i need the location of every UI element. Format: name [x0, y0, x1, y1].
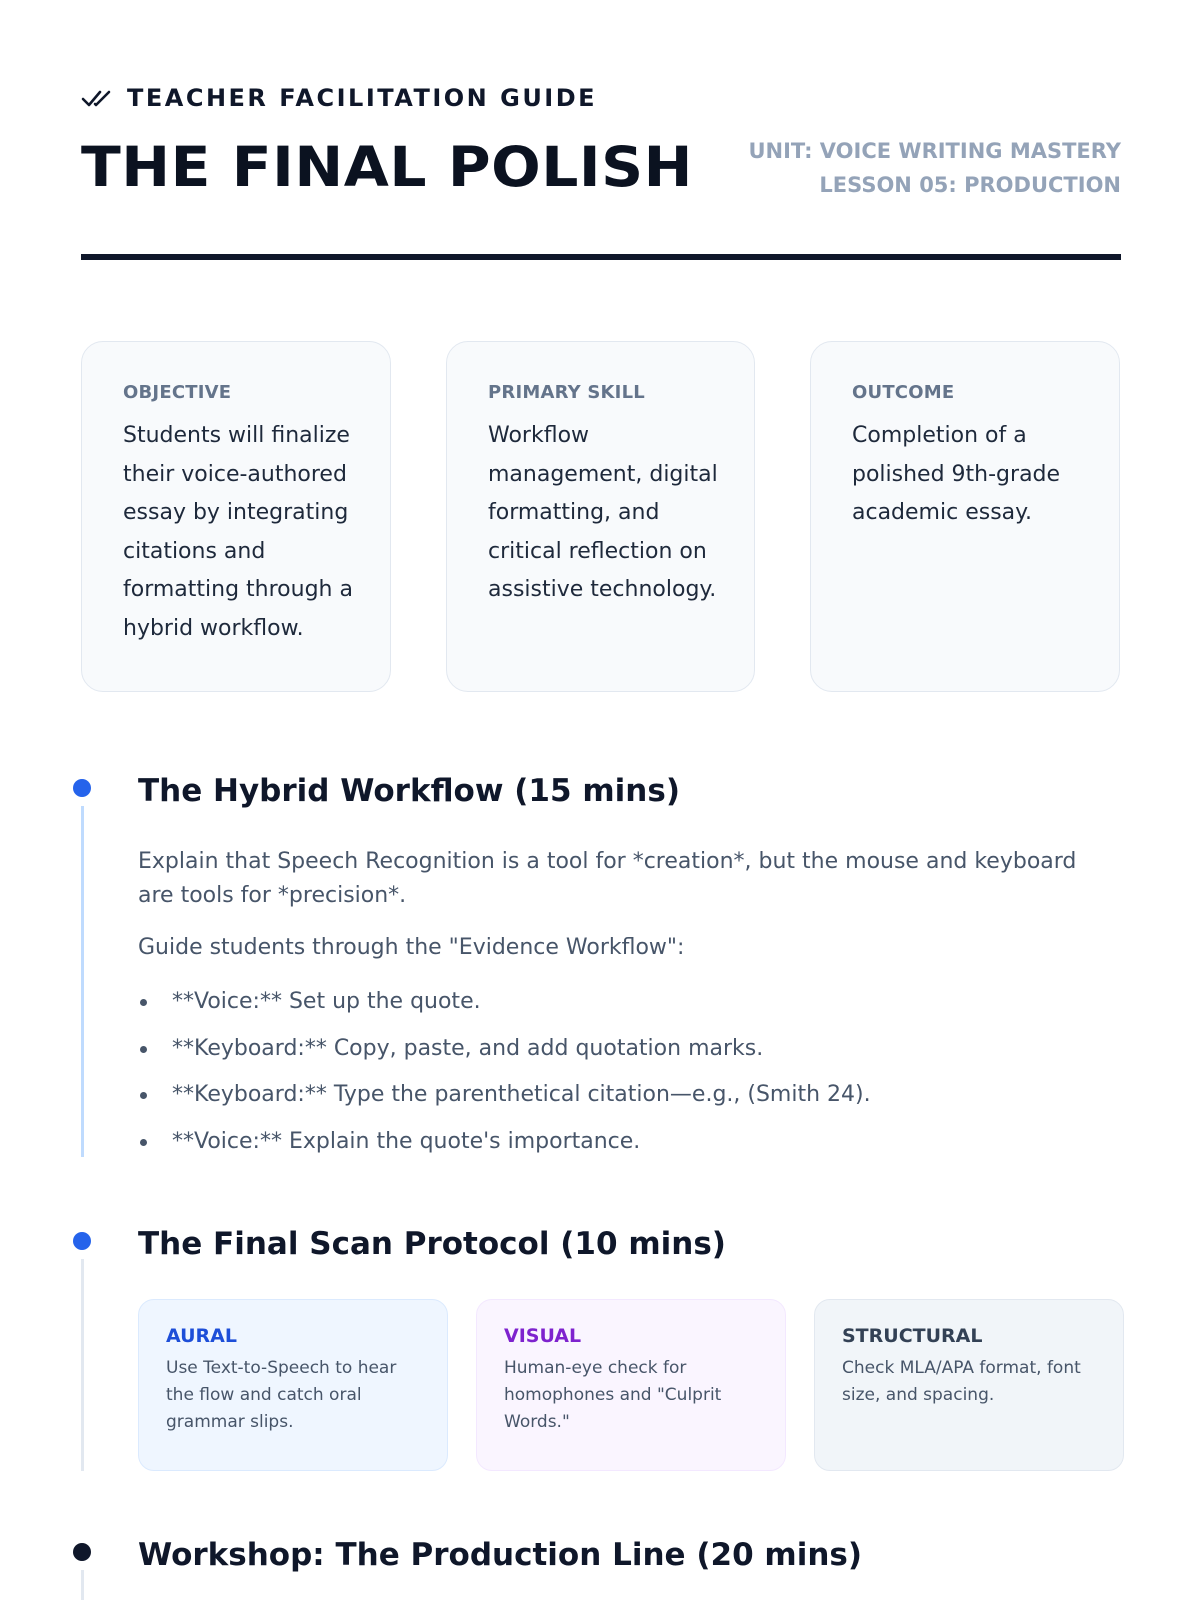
card-text: Completion of a polished 9th-grade academic essay.: [852, 423, 1061, 525]
timeline-line: [81, 1570, 84, 1600]
section-title: Workshop: The Production Line (20 mins): [138, 1537, 863, 1573]
summary-cards: [81, 341, 1121, 692]
scan-text: Human-eye check for homophones and "Culprit Words.": [504, 1358, 722, 1432]
objective-card: [81, 341, 391, 692]
double-check-icon: [81, 88, 113, 108]
section-title: The Final Scan Protocol (10 mins): [138, 1226, 726, 1262]
unit-info: [748, 134, 1121, 202]
aural-card: [138, 1299, 448, 1471]
card-text: Students will finalize their voice-authored essay by integrating citations and formatting through a hybrid workflow.: [123, 423, 353, 641]
lesson-label: LESSON 05: PRODUCTION: [819, 173, 1121, 197]
guide-eyebrow: [81, 84, 597, 112]
list-item: **Voice:** Explain the quote's importance.: [138, 1125, 871, 1172]
card-label: OUTCOME: [852, 382, 955, 403]
outcome-card: [810, 341, 1120, 692]
card-text: Workflow management, digital formatting, and critical reflection on assistive technology.: [488, 423, 718, 602]
card-label: PRIMARY SKILL: [488, 382, 645, 403]
scan-label: STRUCTURAL: [842, 1325, 983, 1347]
timeline-line: [81, 1259, 84, 1471]
scan-text: Check MLA/APA format, font size, and spacing.: [842, 1358, 1081, 1405]
structural-card: [814, 1299, 1124, 1471]
section-paragraph: Explain that Speech Recognition is a tool for *creation*, but the mouse and keyboard are tools for *precision*.: [138, 849, 1077, 908]
list-item: **Voice:** Set up the quote.: [138, 985, 871, 1032]
list-item: **Keyboard:** Copy, paste, and add quotation marks.: [138, 1032, 871, 1079]
eyebrow-text: TEACHER FACILITATION GUIDE: [127, 84, 598, 112]
section-paragraph: Guide students through the "Evidence Workflow":: [138, 935, 685, 960]
timeline-dot: [73, 1232, 91, 1250]
page-title: THE FINAL POLISH: [81, 135, 693, 199]
card-label: OBJECTIVE: [123, 382, 232, 403]
timeline-line: [81, 806, 84, 1157]
timeline-dot: [73, 779, 91, 797]
scan-text: Use Text-to-Speech to hear the flow and catch oral grammar slips.: [166, 1358, 397, 1432]
section-title: The Hybrid Workflow (15 mins): [138, 773, 680, 809]
unit-label: UNIT: VOICE WRITING MASTERY: [748, 139, 1121, 163]
evidence-workflow-list: [138, 985, 871, 1172]
primary-skill-card: [446, 341, 755, 692]
scan-label: AURAL: [166, 1325, 237, 1347]
timeline-dot: [73, 1543, 91, 1561]
header-divider: [81, 254, 1121, 260]
list-item: **Keyboard:** Type the parenthetical citation—e.g., (Smith 24).: [138, 1078, 871, 1125]
visual-card: [476, 1299, 786, 1471]
scan-label: VISUAL: [504, 1325, 582, 1347]
scan-cards: [138, 1299, 1124, 1471]
